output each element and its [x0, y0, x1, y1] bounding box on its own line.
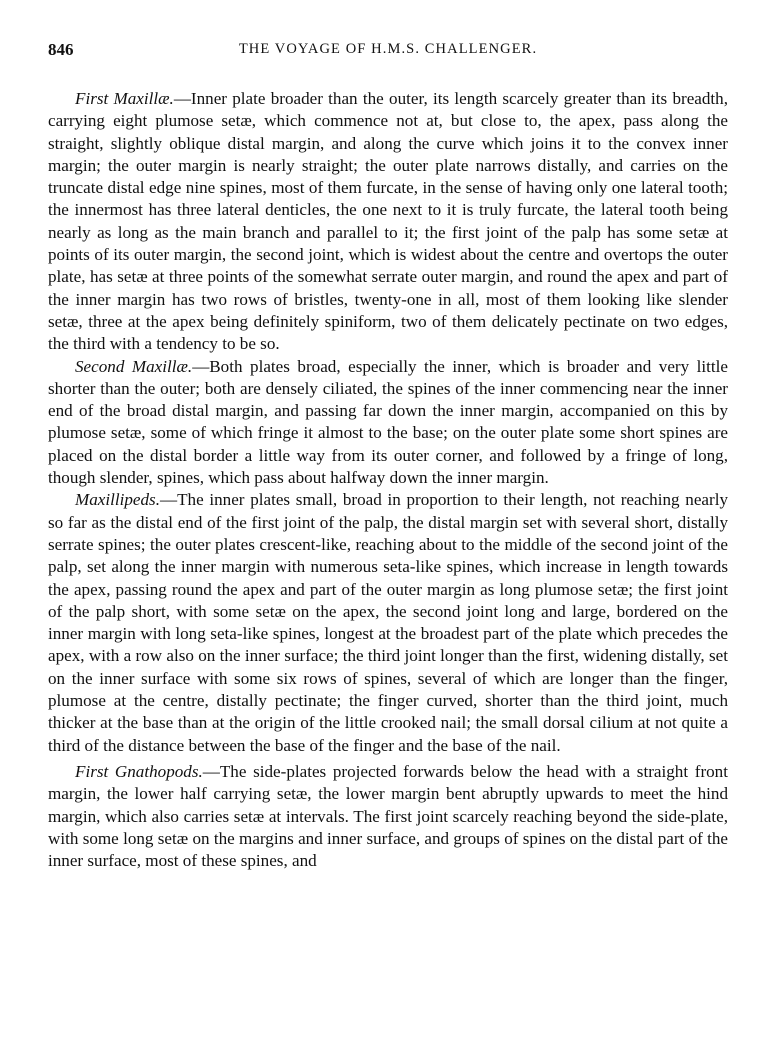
paragraph-second-maxillae [48, 356, 728, 490]
paragraph-text: —Both plates broad, especially the inner, which is broader and very little shorter than the outer; both are densely ciliated, the spines of the inner commencing near the inner end of the broad distal margin, and passing far down the inner margin, accompanied on this by plumose setæ, some of which fringe it almost to the base; on the outer plate some short spines are placed on the distal border a little way from its outer corner, and followed by a fringe of long, though slender, spines, which pass about halfway down the inner margin. [48, 356, 729, 488]
paragraph-maxillipeds [48, 489, 728, 757]
paragraph-first-gnathopods [48, 761, 728, 872]
running-title: THE VOYAGE OF H.M.S. CHALLENGER. [238, 41, 538, 57]
paragraph-first-maxillae [48, 88, 728, 356]
page-number: 846 [48, 40, 74, 59]
paragraph-text: —The inner plates small, broad in proportion to their length, not reaching nearly so far as the distal end of the first joint of the palp, the distal margin set with several short, distally serrate spines; the outer plates crescent-like, reaching about to the middle of the second joint of the palp, set along the inner margin with numerous seta-like spines, which increase in length towards the apex, passing round the apex and part of the outer margin as long plumose setæ; the first joint of the palp short, with some setæ on the apex, the second joint long and large, bordered on the inner margin with long seta-like spines, longest at the broadest part of the plate which precedes the apex, with a row also on the inner surface; the third joint longer than the first, widening distally, set on the inner surface with some six rows of spines, several of which are longer than the finger, plumose at the centre, distally pectinate; the finger curved, shorter than the third joint, much thicker at the base than at the origin of the little crooked nail; the small dorsal cilium at not quite a third of the distance between the base of the finger and the base of the nail. [48, 490, 728, 755]
paragraph-text: —Inner plate broader than the outer, its length scarcely greater than its breadth, carrying eight plumose setæ, which commence not at, but close to, the apex, pass along the straight, slightly oblique distal margin, and along the curve which joins it to the convex inner margin; the outer margin is nearly straight; the outer plate narrows distally, and carries on the truncate distal edge nine spines, most of them furcate, in the sense of having only one lateral tooth; the innermost has three lateral denticles, the one next to it is truly furcate, the lateral tooth being nearly as long as the main branch and parallel to it; the first joint of the palp has some setæ at points of its outer margin, the second joint, which is widest about the centre and overtops the outer plate, has setæ at three points of the somewhat serrate outer margin, and round the apex and part of the inner margin has two rows of bristles, twenty-one in all, most of them looking like slender setæ, three at the apex being definitely spiniform, two of them delicately pectinate on two edges, the third with a tendency to be so. [48, 89, 728, 354]
paragraph-heading: Maxillipeds. [75, 490, 160, 510]
body-text [48, 88, 728, 872]
paragraph-heading: First Gnathopods. [75, 761, 203, 781]
paragraph-text: —The side-plates projected forwards below the head with a straight front margin, the lower half carrying setæ, the lower margin bent abruptly upwards to meet the hind margin, which also carries setæ at intervals. The first joint scarcely reaching beyond the side-plate, with some long setæ on the margins and inner surface, and groups of spines on the distal part of the inner surface, most of these spines, and [48, 761, 728, 871]
paragraph-heading: First Maxillæ. [75, 89, 174, 108]
paragraph-heading: Second Maxillæ. [75, 356, 193, 376]
running-head [48, 40, 728, 68]
